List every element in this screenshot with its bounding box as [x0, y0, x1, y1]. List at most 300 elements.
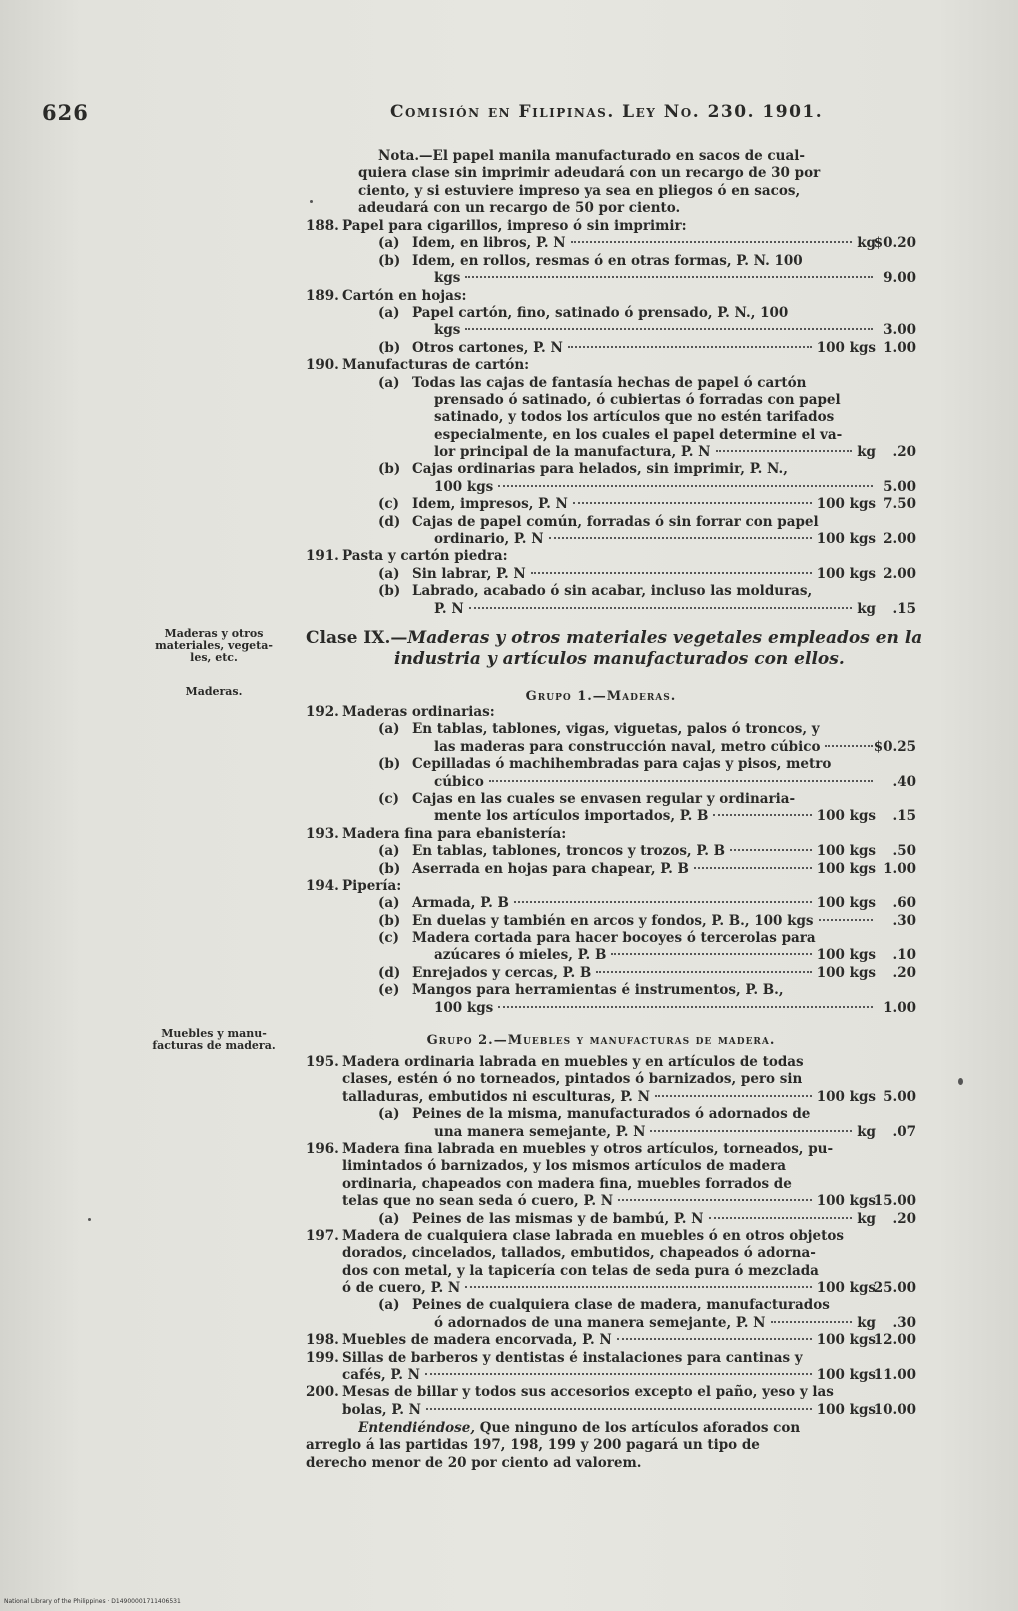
item-text: las maderas para construcción naval, metro cúbico [434, 738, 821, 755]
tariff-line [306, 1193, 916, 1210]
item-text: Peines de la misma, manufacturados ó adornados de [412, 1106, 811, 1123]
dotted-leader-row [342, 1193, 876, 1210]
item-unit: kg [857, 1210, 876, 1227]
dotted-leader-row [434, 601, 876, 618]
item-unit: kg [857, 1123, 876, 1140]
tariff-line [306, 1350, 896, 1367]
tariff-line [306, 1367, 916, 1384]
tariff-line [306, 878, 896, 895]
item-text: 100 kgs [434, 999, 494, 1016]
tariff-line [306, 1176, 896, 1193]
tariff-line [306, 704, 896, 721]
tariff-line [306, 1263, 896, 1280]
dotted-leader-row [412, 843, 876, 860]
item-rate: .20 [892, 964, 916, 981]
item-text: talladuras, embutidos ni esculturas, P. N [342, 1088, 650, 1105]
item-label: (b) [378, 583, 401, 600]
item-label: (a) [378, 304, 400, 321]
dot-leader [465, 328, 873, 330]
items-part-3 [306, 1054, 916, 1419]
scan-speck [958, 1078, 963, 1085]
item-label: (b) [378, 756, 401, 773]
tariff-line [306, 773, 916, 791]
page-number: 626 [42, 100, 89, 125]
item-text: Papel para cigarillos, impreso ó sin imprimir: [342, 218, 687, 234]
item-label: (a) [378, 1106, 400, 1123]
item-unit: 100 kgs [816, 1332, 876, 1349]
tariff-line [306, 235, 916, 252]
item-rate: 12.00 [873, 1332, 916, 1349]
dot-leader [465, 1286, 811, 1288]
dotted-leader-row [412, 235, 876, 252]
item-text: ó de cuero, P. N [342, 1280, 461, 1297]
item-rate: 15.00 [873, 1193, 916, 1210]
dot-leader [498, 1006, 873, 1008]
item-unit: kg [857, 235, 876, 252]
tariff-line [306, 583, 896, 600]
item-label: (b) [378, 339, 401, 356]
tariff-line [306, 548, 896, 565]
item-text: Labrado, acabado ó sin acabar, incluso las molduras, [412, 583, 813, 600]
dot-leader [489, 780, 873, 782]
dotted-leader-row [412, 1211, 876, 1228]
item-text: mente los artículos importados, P. B [434, 808, 709, 825]
dotted-leader-row [434, 1315, 876, 1332]
item-number: 190. [306, 357, 339, 374]
item-unit: 100 kgs [816, 496, 876, 513]
clase-title-cont: industria y artículos manufacturados con ellos. [394, 649, 845, 669]
dot-leader [611, 953, 811, 955]
dotted-leader-row [342, 1089, 876, 1106]
page-header [0, 100, 1018, 130]
item-text: 100 kgs [434, 478, 494, 495]
item-text: Madera de cualquiera clase labrada en muebles ó en otros objetos [342, 1227, 844, 1244]
tariff-line [306, 826, 896, 843]
nota-line [306, 148, 896, 165]
item-rate: .15 [892, 808, 916, 825]
item-unit: 100 kgs [816, 843, 876, 860]
tariff-line [306, 999, 916, 1017]
tariff-line [306, 339, 916, 357]
dotted-leader-row [412, 566, 876, 583]
item-unit: 100 kgs [816, 339, 876, 356]
item-number: 188. [306, 218, 339, 234]
tariff-line [306, 1123, 916, 1141]
closing-text: derecho menor de 20 por ciento ad valorem. [306, 1454, 642, 1471]
item-label: (a) [378, 374, 400, 391]
dot-leader [426, 1408, 812, 1410]
item-label: (b) [378, 461, 401, 478]
item-number: 191. [306, 548, 339, 565]
item-text: Peines de cualquiera clase de madera, manufacturados [412, 1297, 830, 1314]
tariff-line [306, 756, 896, 773]
dotted-leader-row [412, 861, 876, 878]
dotted-leader-row [434, 1124, 876, 1141]
item-text: Cepilladas ó machihembradas para cajas y pisos, metro [412, 756, 832, 773]
dot-leader [618, 1199, 812, 1201]
item-text: Idem, impresos, P. N [412, 496, 568, 513]
dotted-leader-row [342, 1402, 876, 1419]
item-text: bolas, P. N [342, 1401, 421, 1418]
item-rate: 5.00 [883, 1088, 916, 1105]
tariff-line [306, 1141, 896, 1158]
item-rate: 5.00 [883, 478, 916, 495]
item-label: (a) [378, 721, 400, 738]
tariff-line [306, 1401, 916, 1419]
tariff-line [306, 982, 896, 999]
item-text: clases, estén ó no torneados, pintados ó barnizados, pero sin [342, 1071, 803, 1088]
item-text: Madera ordinaria labrada en muebles y en artículos de todas [342, 1054, 804, 1070]
tariff-line [306, 288, 896, 305]
clase-prefix: Clase IX.— [306, 628, 408, 648]
tariff-line [306, 895, 916, 912]
tariff-line [306, 930, 896, 947]
item-text: kgs [434, 322, 461, 339]
tariff-line [306, 1210, 916, 1228]
dot-leader [514, 901, 812, 903]
item-label: (e) [378, 982, 400, 999]
dot-leader [771, 1321, 853, 1323]
item-text: ordinario, P. N [434, 531, 544, 548]
dotted-leader-row [434, 270, 876, 287]
nota-text: Nota.—El papel manila manufacturado en sacos de cual- [378, 148, 805, 164]
item-unit: 100 kgs [816, 860, 876, 877]
nota-line [306, 200, 896, 217]
dot-leader [655, 1095, 812, 1097]
item-rate: 2.00 [883, 565, 916, 582]
item-rate: 25.00 [873, 1280, 916, 1297]
margin-note-line: Maderas y otros [164, 627, 264, 640]
item-rate: .40 [892, 773, 916, 790]
item-number: 200. [306, 1384, 339, 1401]
item-text: lor principal de la manufactura, P. N [434, 444, 711, 461]
dot-leader [709, 1217, 853, 1219]
item-text: dos con metal, y la tapicería con telas de seda pura ó mezclada [342, 1262, 819, 1279]
grupo-2-heading: Grupo 2.—Muebles y manufacturas de madera. [426, 1033, 776, 1048]
nota-text: ciento, y si estuviere impreso ya sea en pliegos ó en sacos, [358, 182, 801, 199]
tariff-line [306, 305, 896, 322]
tariff-line [306, 600, 916, 618]
item-rate: 7.50 [883, 496, 916, 513]
item-unit: kg [857, 444, 876, 461]
item-label: (c) [378, 496, 399, 513]
item-text: Mesas de billar y todos sus accesorios excepto el paño, yeso y las [342, 1384, 834, 1401]
item-unit: 100 kgs [816, 1367, 876, 1384]
item-text: Madera fina labrada en muebles y otros artículos, torneados, pu- [342, 1140, 834, 1157]
item-text: Todas las cajas de fantasía hechas de papel ó cartón [412, 374, 807, 391]
item-number: 194. [306, 877, 339, 894]
item-unit: 100 kgs [816, 1401, 876, 1418]
item-number: 198. [306, 1332, 339, 1349]
dot-leader [498, 485, 873, 487]
tariff-line [306, 1106, 896, 1123]
item-rate: $0.25 [873, 738, 916, 755]
tariff-line [306, 253, 896, 270]
tariff-line [306, 843, 916, 860]
item-unit: 100 kgs [816, 1193, 876, 1210]
dot-leader [571, 241, 853, 243]
dotted-leader-row [434, 947, 876, 964]
item-label: (d) [378, 513, 401, 530]
item-rate: 11.00 [873, 1367, 916, 1384]
tariff-line [306, 1332, 916, 1349]
dotted-leader-row [434, 1000, 876, 1017]
dotted-leader-row [412, 913, 876, 930]
tariff-line [306, 270, 916, 287]
item-rate: 3.00 [883, 322, 916, 339]
dotted-leader-row [434, 739, 876, 756]
item-unit: 100 kgs [816, 1280, 876, 1297]
item-label: (a) [378, 565, 400, 582]
tariff-line [306, 427, 896, 444]
item-rate: .07 [892, 1123, 916, 1140]
item-unit: 100 kgs [816, 964, 876, 981]
dot-leader [596, 971, 811, 973]
item-text: kgs [434, 270, 461, 287]
margin-note-clase [128, 628, 300, 664]
item-number: 189. [306, 287, 339, 304]
item-text: Pipería: [342, 877, 402, 894]
dot-leader [650, 1130, 852, 1132]
item-text: P. N [434, 600, 464, 617]
tariff-line [306, 1314, 916, 1332]
dot-leader [573, 502, 812, 504]
margin-note-line: les, etc. [190, 651, 238, 664]
item-label: (a) [378, 235, 400, 252]
item-text: Cajas de papel común, forradas ó sin forrar con papel [412, 513, 819, 530]
item-text: Aserrada en hojas para chapear, P. B [412, 860, 689, 877]
clase-title: Maderas y otros materiales vegetales empleados en la [407, 628, 923, 648]
item-rate: 9.00 [883, 270, 916, 287]
tariff-line [306, 461, 896, 478]
item-unit: 100 kgs [816, 895, 876, 912]
item-unit: 100 kgs [816, 947, 876, 964]
item-text: Mangos para herramientas é instrumentos, P. B., [412, 982, 784, 999]
item-text: Cartón en hojas: [342, 287, 467, 304]
tariff-line [306, 322, 916, 339]
item-text: ó adornados de una manera semejante, P. N [434, 1314, 766, 1331]
item-text: Idem, en libros, P. N [412, 235, 566, 252]
item-number: 192. [306, 704, 339, 720]
item-text: ordinaria, chapeados con madera fina, muebles forrados de [342, 1175, 792, 1192]
nota-line [306, 183, 896, 200]
tariff-line [306, 392, 896, 409]
closing-line [306, 1420, 896, 1437]
item-rate: 1.00 [883, 860, 916, 877]
item-rate: .15 [892, 600, 916, 617]
dotted-leader-row [412, 895, 876, 912]
tariff-line [306, 860, 916, 878]
item-text: Muebles de madera encorvada, P. N [342, 1332, 612, 1349]
dotted-leader-row [342, 1367, 876, 1384]
closing-paragraph [306, 1420, 896, 1472]
item-label: (a) [378, 843, 400, 860]
item-text: Sin labrar, P. N [412, 565, 526, 582]
item-label: (d) [378, 964, 401, 981]
dot-leader [465, 276, 873, 278]
margin-note-line: Muebles y manu- [161, 1027, 267, 1040]
tariff-line [306, 1054, 896, 1071]
dotted-leader-row [342, 1280, 876, 1297]
tariff-line [306, 444, 916, 461]
dot-leader [568, 346, 812, 348]
item-label: (a) [378, 1210, 400, 1227]
item-text: Maderas ordinarias: [342, 704, 495, 720]
item-number: 199. [306, 1349, 339, 1366]
item-text: telas que no sean seda ó cuero, P. N [342, 1193, 614, 1210]
item-text: Pasta y cartón piedra: [342, 548, 508, 565]
tariff-line [306, 565, 916, 583]
item-rate: 2.00 [883, 531, 916, 548]
nota-line [306, 165, 896, 182]
item-unit: kg [857, 600, 876, 617]
running-head: Comisión en Filipinas. Ley No. 230. 1901. [390, 102, 824, 122]
dot-leader [713, 814, 811, 816]
grupo-1-heading: Grupo 1.—Maderas. [525, 689, 677, 704]
nota-text: adeudará con un recargo de 50 por ciento. [358, 200, 681, 217]
tariff-line [306, 738, 916, 756]
item-label: (b) [378, 252, 401, 269]
dotted-leader-row [412, 496, 876, 513]
tariff-line [306, 218, 896, 235]
item-unit: 100 kgs [816, 565, 876, 582]
item-rate: .60 [892, 895, 916, 912]
tariff-line [306, 1071, 896, 1088]
closing-text: arreglo á las partidas 197, 198, 199 y 200 pagará un tipo de [306, 1437, 760, 1454]
dot-leader [469, 607, 853, 609]
closing-emph: Entendiéndose, [358, 1420, 476, 1436]
item-unit: 100 kgs [816, 808, 876, 825]
dotted-leader-row [434, 479, 876, 496]
item-rate: 1.00 [883, 339, 916, 356]
item-text: En tablas, tablones, vigas, viguetas, palos ó troncos, y [412, 721, 820, 738]
margin-note-line: facturas de madera. [152, 1039, 276, 1052]
tariff-line [306, 1088, 916, 1106]
margin-note-grupo1 [128, 686, 300, 698]
item-number: 193. [306, 825, 339, 842]
item-text: una manera semejante, P. N [434, 1123, 646, 1140]
dotted-leader-row [434, 808, 876, 825]
tariff-line [306, 514, 896, 531]
dot-leader [425, 1373, 812, 1375]
item-number: 197. [306, 1227, 339, 1244]
item-rate: .20 [892, 444, 916, 461]
item-text: En duelas y también en arcos y fondos, P. B., 100 kgs [412, 912, 814, 929]
closing-line [306, 1437, 896, 1454]
item-label: (c) [378, 930, 399, 947]
tariff-line [306, 964, 916, 982]
dot-leader [617, 1338, 812, 1340]
item-rate: .30 [892, 1314, 916, 1331]
item-text: Peines de las mismas y de bambú, P. N [412, 1210, 704, 1227]
item-unit: 100 kgs [816, 1088, 876, 1105]
item-rate: .30 [892, 912, 916, 929]
scan-speck [88, 1218, 91, 1221]
dot-leader [694, 867, 812, 869]
tariff-line [306, 947, 916, 964]
dotted-leader-row [434, 444, 876, 461]
nota-text: quiera clase sin imprimir adeudará con un recargo de 30 por [358, 165, 821, 182]
tariff-line [306, 791, 896, 808]
tariff-line [306, 1228, 896, 1245]
item-text: Enrejados y cercas, P. B [412, 964, 592, 981]
dotted-leader-row [434, 322, 876, 339]
item-label: (b) [378, 860, 401, 877]
tariff-line [306, 912, 916, 930]
dotted-leader-row [342, 1332, 876, 1349]
item-rate: 1.00 [883, 999, 916, 1016]
item-text: En tablas, tablones, troncos y trozos, P. B [412, 843, 726, 860]
tariff-line [306, 496, 916, 513]
tariff-line [306, 531, 916, 548]
dotted-leader-row [434, 774, 876, 791]
tariff-line [306, 1297, 896, 1314]
tariff-line [306, 375, 896, 392]
dot-leader [549, 537, 812, 539]
item-label: (a) [378, 895, 400, 912]
item-rate: .50 [892, 843, 916, 860]
tariff-line [306, 808, 916, 825]
item-rate: $0.20 [873, 235, 916, 252]
closing-line [306, 1455, 896, 1472]
item-text: azúcares ó mieles, P. B [434, 947, 607, 964]
dot-leader [730, 849, 812, 851]
dotted-leader-row [412, 340, 876, 357]
item-unit: kg [857, 1314, 876, 1331]
item-text: especialmente, en los cuales el papel determine el va- [434, 426, 843, 443]
item-text: cúbico [434, 773, 484, 790]
item-rate: .20 [892, 1210, 916, 1227]
item-text: dorados, cincelados, tallados, embutidos, chapeados ó adorna- [342, 1245, 816, 1262]
item-text: limintados ó barnizados, y los mismos artículos de madera [342, 1158, 786, 1175]
item-label: (b) [378, 912, 401, 929]
item-text: Otros cartones, P. N [412, 339, 563, 356]
item-text: prensado ó satinado, ó cubiertas ó forradas con papel [434, 391, 841, 408]
item-rate: 10.00 [873, 1401, 916, 1418]
tariff-line [306, 409, 896, 426]
margin-note-line: materiales, vegeta- [155, 639, 273, 652]
tariff-line [306, 357, 896, 374]
item-text: cafés, P. N [342, 1367, 421, 1384]
tariff-line [306, 478, 916, 496]
scan-footer: National Library of the Philippines · D14900001711406531 [4, 1598, 181, 1605]
dot-leader [531, 572, 812, 574]
item-label: (a) [378, 1297, 400, 1314]
dot-leader [716, 450, 853, 452]
item-text: Idem, en rollos, resmas ó en otras formas, P. N. 100 [412, 252, 803, 269]
item-unit: 100 kgs [816, 531, 876, 548]
dotted-leader-row [412, 965, 876, 982]
scan-speck [310, 200, 313, 203]
item-text: Madera cortada para hacer bocoyes ó tercerolas para [412, 930, 816, 947]
tariff-line [306, 1280, 916, 1297]
item-text: Cajas ordinarias para helados, sin imprimir, P. N., [412, 461, 788, 478]
item-text: Cajas en las cuales se envasen regular y ordinaria- [412, 790, 796, 807]
items-part-1 [306, 218, 916, 618]
dotted-leader-row [434, 531, 876, 548]
margin-note-line: Maderas. [185, 685, 243, 698]
tariff-line [306, 1158, 896, 1175]
closing-text: Que ninguno de los artículos aforados con [475, 1420, 801, 1436]
item-text: Armada, P. B [412, 895, 509, 912]
item-text: Sillas de barberos y dentistas é instalaciones para cantinas y [342, 1349, 803, 1366]
item-rate: .10 [892, 947, 916, 964]
margin-note-grupo2 [128, 1028, 300, 1052]
item-number: 195. [306, 1054, 339, 1070]
tariff-line [306, 1384, 896, 1401]
nota-block [306, 148, 896, 218]
item-number: 196. [306, 1140, 339, 1157]
